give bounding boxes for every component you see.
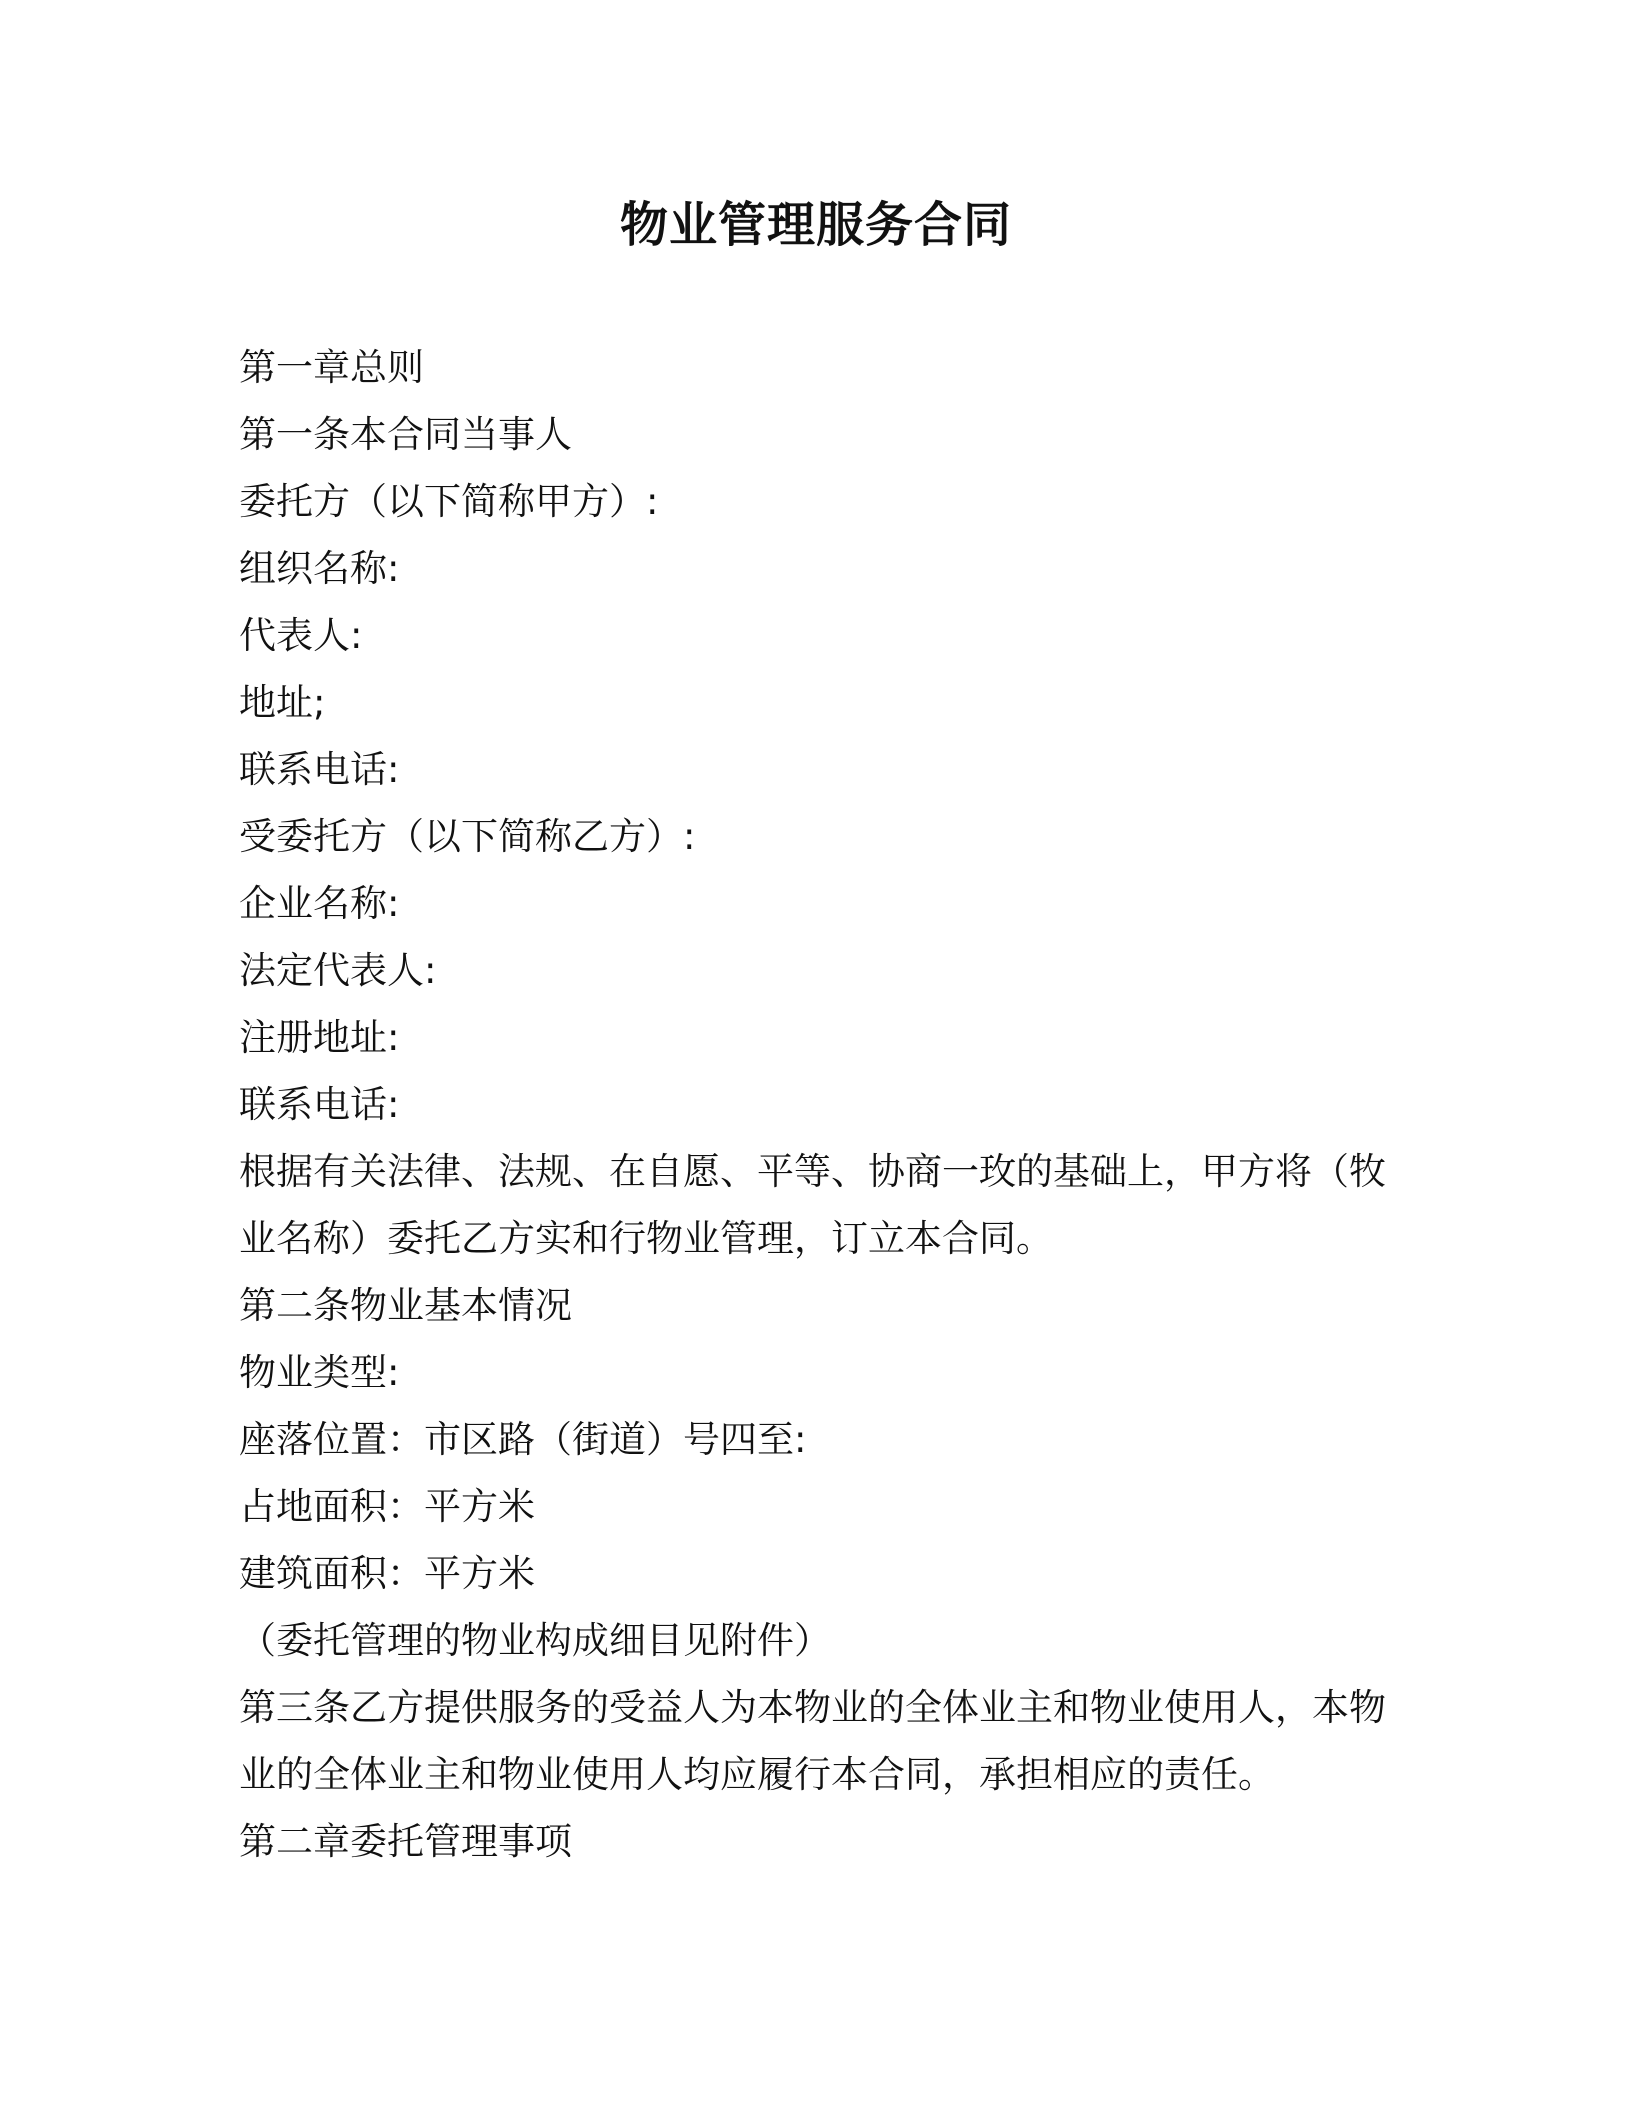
article-three-paragraph: 第三条乙方提供服务的受益人为本物业的全体业主和物业使用人，本物业的全体业主和物业使用人均应履行本合同，承担相应的责任。 <box>239 1686 1386 1796</box>
party-b-registered-address-field: 注册地址: <box>239 1016 400 1059</box>
party-b-label: 受委托方（以下简称乙方）: <box>239 815 696 858</box>
party-a-org-name-field: 组织名称: <box>239 547 400 590</box>
document-body <box>239 334 1389 1875</box>
party-a-phone-field: 联系电话: <box>239 748 400 791</box>
party-b-company-name-field: 企业名称: <box>239 882 400 925</box>
article-heading: 第一条本合同当事人 <box>239 413 572 456</box>
property-type-field: 物业类型: <box>239 1351 400 1394</box>
chapter-heading: 第二章委托管理事项 <box>239 1820 572 1863</box>
preamble-paragraph: 根据有关法律、法规、在自愿、平等、协商一玫的基础上，甲方将（牧业名称）委托乙方实和行物业管理，订立本合同。 <box>239 1150 1386 1260</box>
party-b-legal-rep-field: 法定代表人: <box>239 949 437 992</box>
document-title: 物业管理服务合同 <box>619 197 1012 253</box>
party-b-phone-field: 联系电话: <box>239 1083 400 1126</box>
land-area-field: 占地面积：平方米 <box>239 1485 535 1528</box>
party-a-representative-field: 代表人: <box>239 614 363 657</box>
building-area-field: 建筑面积：平方米 <box>239 1552 535 1595</box>
party-a-label: 委托方（以下简称甲方）: <box>239 480 659 523</box>
party-a-address-field: 地址; <box>239 681 326 724</box>
property-location-field: 座落位置：市区路（街道）号四至: <box>239 1418 807 1461</box>
article-heading: 第二条物业基本情况 <box>239 1284 572 1327</box>
chapter-heading: 第一章总则 <box>239 346 424 389</box>
attachment-note: （委托管理的物业构成细目见附件） <box>239 1619 831 1662</box>
